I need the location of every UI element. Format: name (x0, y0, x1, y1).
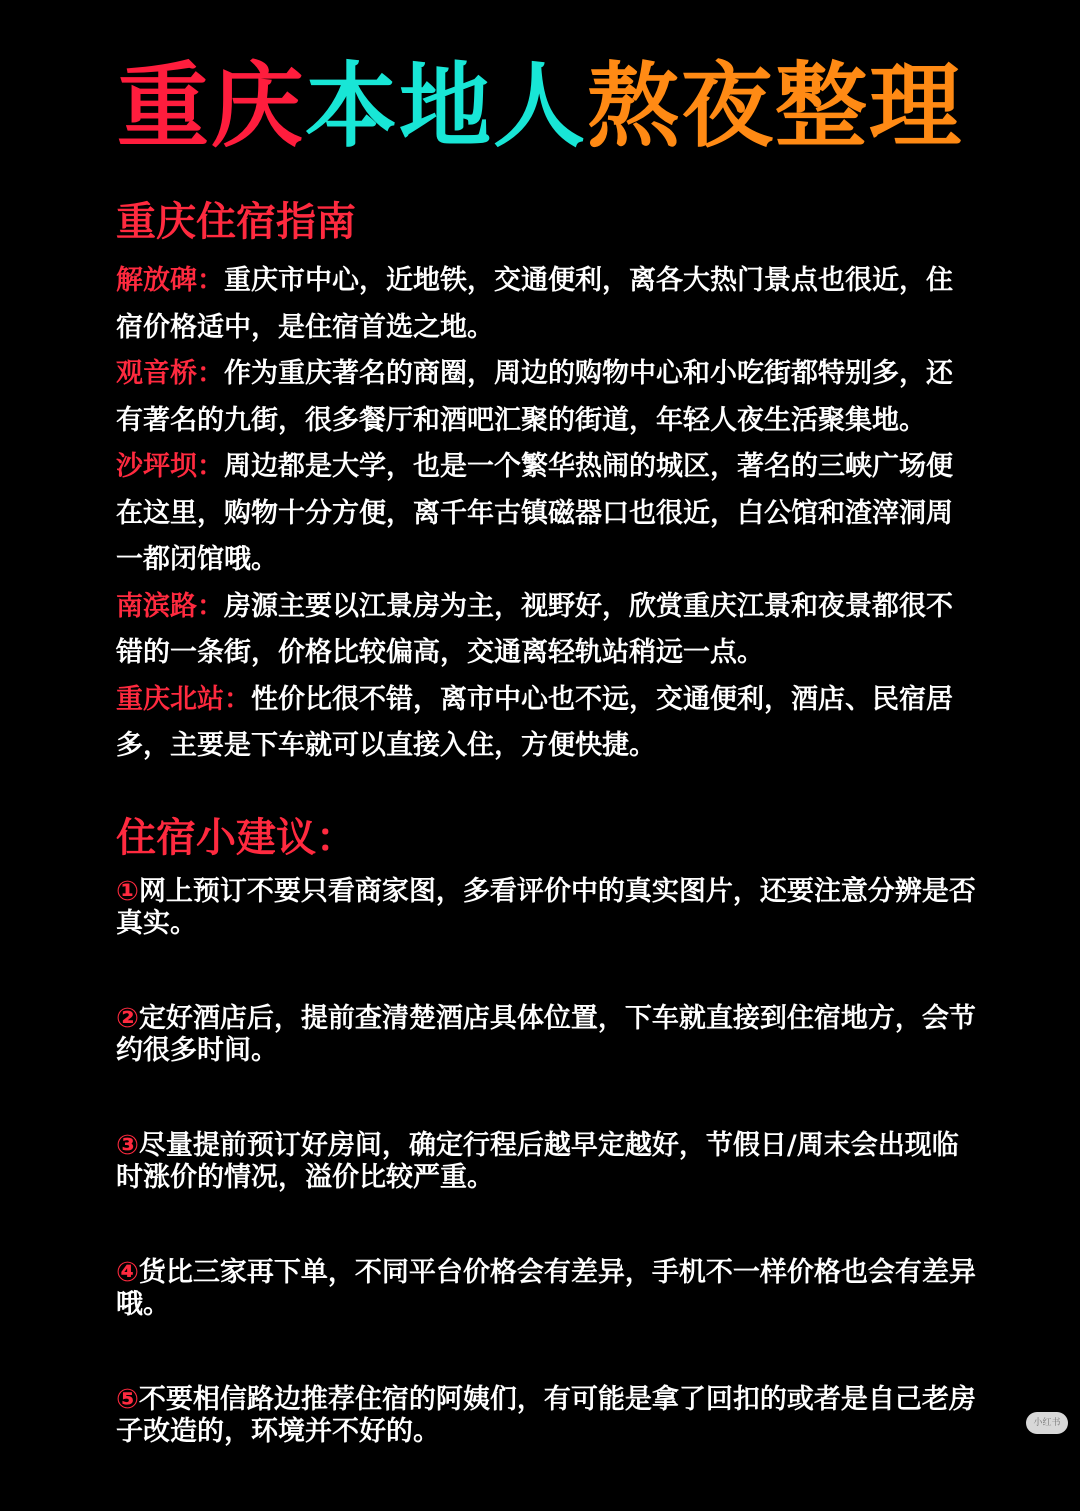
guide-description: 性价比很不错，离市中心也不远，交通便利，酒店、民宿居多，主要是下车就可以直接入住，方便快捷。 (116, 683, 953, 761)
title-part-2: 本地人 (304, 53, 587, 160)
tips-heading: 住宿小建议： (116, 815, 356, 861)
tip-text: 定好酒店后，提前查清楚酒店具体位置，下车就直接到住宿地方，会节约很多时间。 (116, 1003, 976, 1066)
tip-item (116, 1257, 984, 1321)
guide-description: 周边都是大学，也是一个繁华热闹的城区，著名的三峡广场便在这里，购物十分方便，离千年古镇磁器口也很近，白公馆和渣滓洞周一都闭馆哦。 (116, 451, 953, 575)
guide-item (116, 444, 976, 584)
tip-text: 网上预订不要只看商家图，多看评价中的真实图片，还要注意分辨是否真实。 (116, 876, 976, 939)
tip-number: ① (116, 876, 139, 907)
guide-description: 重庆市中心，近地铁，交通便利，离各大热门景点也很近，住宿价格适中，是住宿首选之地。 (116, 265, 953, 343)
tip-item (116, 1384, 984, 1448)
watermark-logo: 小红书 (1026, 1412, 1068, 1434)
tip-item (116, 876, 984, 940)
guide-item (116, 677, 976, 770)
tip-text: 不要相信路边推荐住宿的阿姨们，有可能是拿了回扣的或者是自己老房子改造的，环境并不好的。 (116, 1384, 976, 1447)
page-title (0, 52, 1080, 162)
guide-place-label: 沙坪坝： (116, 451, 224, 482)
tip-text: 尽量提前预订好房间，确定行程后越早定越好，节假日/周末会出现临时涨价的情况，溢价比较严重。 (116, 1130, 959, 1193)
guide-item (116, 258, 976, 351)
guide-item (116, 584, 976, 677)
tip-item (116, 1130, 984, 1194)
guide-description: 房源主要以江景房为主，视野好，欣赏重庆江景和夜景都很不错的一条街，价格比较偏高，交通离轻轨站稍远一点。 (116, 590, 953, 668)
title-part-3: 熬夜整理 (587, 53, 964, 160)
tip-number: ② (116, 1003, 139, 1034)
guide-place-label: 观音桥： (116, 358, 224, 389)
tip-number: ④ (116, 1257, 139, 1288)
tip-number: ⑤ (116, 1384, 139, 1415)
guide-description: 作为重庆著名的商圈，周边的购物中心和小吃街都特别多，还有著名的九街，很多餐厅和酒吧汇聚的街道，年轻人夜生活聚集地。 (116, 358, 953, 436)
guide-heading: 重庆住宿指南 (116, 199, 356, 245)
guide-place-label: 解放碑： (116, 265, 224, 296)
title-part-1: 重庆 (116, 53, 305, 160)
tips-list (116, 876, 984, 1511)
tip-text: 货比三家再下单，不同平台价格会有差异，手机不一样价格也会有差异哦。 (116, 1257, 976, 1320)
tip-item (116, 1003, 984, 1067)
guide-item (116, 351, 976, 444)
guide-place-label: 重庆北站： (116, 683, 251, 715)
guide-place-label: 南滨路： (116, 590, 224, 622)
tip-number: ③ (116, 1130, 139, 1161)
guide-list (116, 258, 976, 770)
